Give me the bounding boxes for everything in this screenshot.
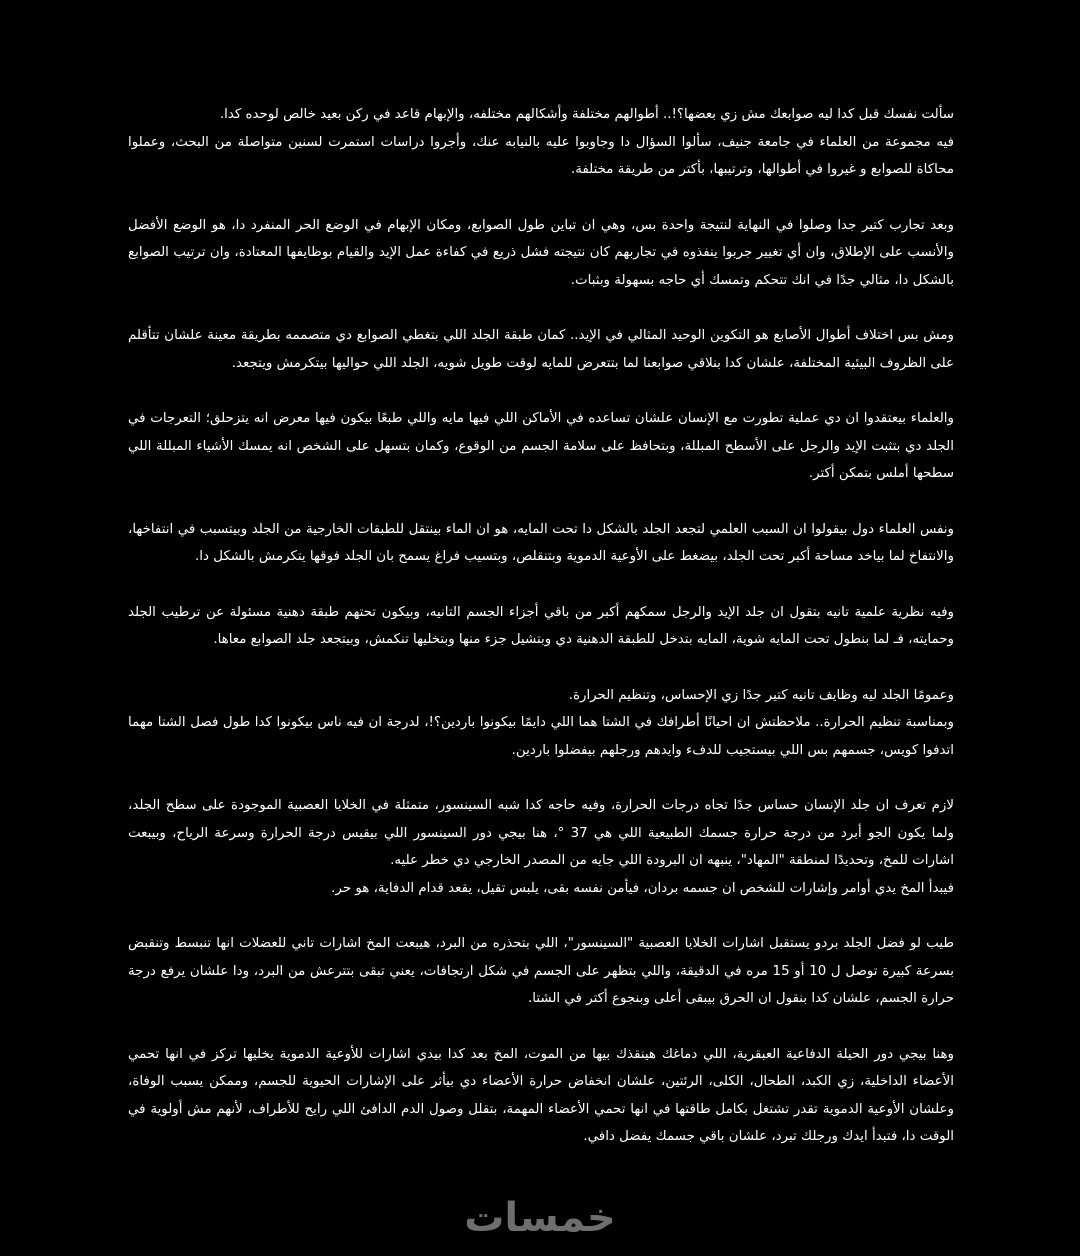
paragraph-5: ونفس العلماء دول بيقولوا ان السبب العلمي لتجعد الجلد بالشكل دا تحت المايه، هو ان الماء بينتقل للطبقات الخارجية من الجلد وبيتسبب في انتفاخها، والانتفاخ لما بياخد مساحة أكبر تحت الجلد، بيضغط على الأوعية الدموية وبتنقلص، وبتسيب فراغ يسمح بان الجلد فوقها يتكرمش بالشكل دا.: [128, 521, 954, 564]
paragraph-7: وعمومًا الجلد ليه وظايف تانيه كتير جدًا زي الإحساس، وتنظيم الحرارة. وبمناسبة تنظيم الحرارة.. ملاحظتش ان احيانًا أطرافك في الشتا هما اللي دايمًا بيكونوا باردين؟!، لدرجة ان فيه ناس بيكونوا كدا طول فصل الشتا مهما اتدفوا كويس، جسمهم بس اللي بيستجيب للدفء وايدهم ورجلهم بيفضلوا باردين.: [128, 687, 954, 758]
paragraph-4: والعلماء بيعتقدوا ان دي عملية تطورت مع الإنسان علشان تساعده في الأماكن اللي فيها مايه واللي طبعًا بيكون فيها معرض انه يتزحلق؛ التعرجات في الجلد دي بتثبت الإيد والرجل على الأسطح المبللة، وبتحافظ على سلامة الجسم من الوقوع، وكمان بتسهل على الشخص انه يمسك الأشياء المبللة اللي سطحها أملس بتمكن أكتر.: [128, 411, 954, 481]
paragraph-9: طيب لو فضل الجلد بردو يستقبل اشارات الخلايا العصبية "السينسور"، اللي بتحذره من البرد، هيبعت المخ اشارات تاني للعضلات انها تنبسط وتنقبض بسرعة كبيرة توصل ل 10 أو 15 مره في الدقيقة، واللي بتظهر على الجسم في شكل ارتجافات، يعني تبقى بتترعش من البرد، ودا علشان يرفع درجة حرارة الجسم، علشان كدا بنقول ان الحرق بيبقى أعلى وبنجوع أكتر في الشتا.: [128, 936, 954, 1006]
paragraph-10: وهنا بيجي دور الحيلة الدفاعية العبقرية، اللي دماغك هينقذك بيها من الموت، المخ بعد كدا بيدي اشارات للأوعية الدموية يخليها تركز في انها تحمي الأعضاء الداخلية، زي الكبد، الطحال، الكلى، الرئتين، علشان انخفاض حرارة الأعضاء دي بيأثر على الإشارات الحيوية للجسم، وممكن يسبب الوفاة، وعلشان الأوعية الدموية تقدر تشتغل بكامل طاقتها في انها تحمي الأعضاء المهمة، بتقلل وصول الدم الدافئ اللي رايح للأطراف، لأنهم مش أولوية في الوقت دا، فتبدأ ايدك ورجلك تبرد، علشان باقي جسمك يفضل دافي.: [128, 1046, 954, 1144]
paragraph-1: سألت نفسك قبل كدا ليه صوابعك مش زي بعضها؟!.. أطوالهم مختلفة وأشكالهم مختلفه، والإبهام قاعد في ركن بعيد خالص لوحده كدا. فيه مجموعة من العلماء في جامعة جنيف، سألوا السؤال دا وجاوبوا عليه بالنيابه عنك، وأجروا دراسات استمرت لسنين متواصلة من البحث، وعملوا محاكاة للصوابع و غيروا في أطوالها، وترتيبها، بأكتر من طريقة مختلفة.: [128, 107, 954, 177]
paragraph-3: ومش بس اختلاف أطوال الأصابع هو التكوين الوحيد المثالي في الإيد.. كمان طبقة الجلد اللي بتغطي الصوابع دي متصممه بطريقة معينة علشان تتأقلم على الظروف البيئية المختلفة، علشان كدا بنلاقي صوابعنا لما بتتعرض للمايه لوقت طويل شويه، الجلد اللي حواليها بيتكرمش ويتجعد.: [128, 328, 954, 371]
brand-logo: خمسات: [464, 1195, 616, 1241]
paragraph-8: لازم تعرف ان جلد الإنسان حساس جدًا تجاه درجات الحرارة، وفيه حاجه كدا شبه السينسور، متمثلة في الخلايا العصبية الموجودة على سطح الجلد، ولما يكون الجو أبرد من درجة حرارة جسمك الطبيعية اللي هي 37 °، هنا بيجي دور السينسور اللي بيقيس درجة الحرارة وسرعة الرياح، وبيبعت اشارات للمخ، وتحديدًا لمنطقة "المهاد"، ينبهه ان البرودة اللي جايه من المصدر الخارجي دي خطر عليه. فيبدأ المخ يدي أوامر وإشارات للشخص ان جسمه بردان، فيأمن نفسه بقى، يلبس تقيل، يقعد قدام الدفاية، هو حر.: [128, 798, 954, 896]
paragraph-2: وبعد تجارب كتير جدا وصلوا في النهاية لنتيجة واحدة بس، وهي ان تباين طول الصوابع، ومكان الإبهام في الوضع الحر المنفرد دا، هو الوضع الأفضل والأنسب على الإطلاق، وان أي تغيير جربوا ينفذوه في تجاربهم كان نتيجته فشل ذريع في كفاءة عمل الإيد والقيام بوظايفها المعتادة، وان ترتيب الصوابع بالشكل دا، مثالي جدًا في انك تتحكم وتمسك أي حاجه بسهولة وبثبات.: [128, 217, 954, 288]
article-body: [128, 101, 954, 1179]
paragraph-6: وفيه نظرية علمية تانيه بتقول ان جلد الإيد والرجل سمكهم أكبر من باقي أجزاء الجسم التانيه، وبيكون تحتهم طبقة دهنية مسئولة عن ترطيب الجلد وحمايته، فـ لما بنطول تحت المايه شوية، المايه بتدخل للطبقة الدهنية دي وبتشيل جزء منها وبتخليها تنكمش، وبيتجعد جلد الصوابع معاها.: [128, 604, 954, 647]
